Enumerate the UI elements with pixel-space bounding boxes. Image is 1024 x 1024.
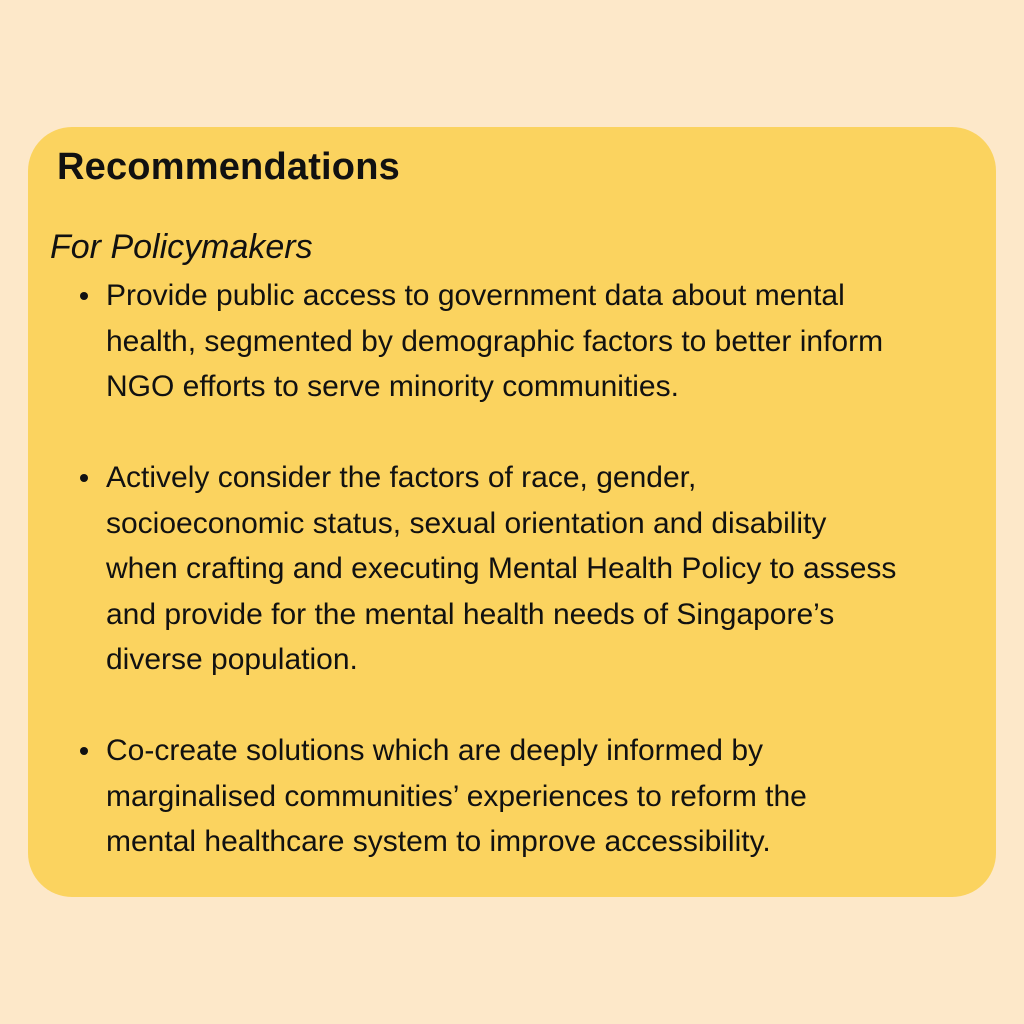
recommendation-line: diverse population.	[106, 643, 358, 676]
recommendation-line: mental healthcare system to improve accessibility.	[106, 825, 771, 858]
recommendation-item	[28, 455, 996, 683]
recommendation-line: health, segmented by demographic factors to better inform	[106, 324, 884, 358]
recommendation-line: marginalised communities’ experiences to reform the	[106, 779, 807, 813]
recommendation-line: NGO efforts to serve minority communities.	[106, 370, 679, 403]
card-title: Recommendations	[57, 146, 400, 188]
recommendation-item	[28, 728, 996, 865]
recommendation-line: socioeconomic status, sexual orientation and disability	[106, 506, 827, 540]
card-subtitle: For Policymakers	[50, 228, 313, 266]
recommendation-line: Co-create solutions which are deeply informed by	[106, 734, 763, 767]
bullet-icon	[80, 747, 88, 755]
recommendation-line: Provide public access to government data about mental	[106, 279, 845, 312]
recommendation-line: when crafting and executing Mental Health Policy to assess	[106, 552, 897, 585]
recommendation-list	[28, 273, 996, 865]
bullet-icon	[80, 474, 88, 482]
bullet-icon	[80, 292, 88, 300]
recommendation-line: Actively consider the factors of race, gender,	[106, 461, 697, 494]
recommendations-card	[28, 127, 996, 897]
recommendation-item	[28, 273, 996, 410]
recommendation-line: and provide for the mental health needs of Singapore’s	[106, 597, 835, 631]
